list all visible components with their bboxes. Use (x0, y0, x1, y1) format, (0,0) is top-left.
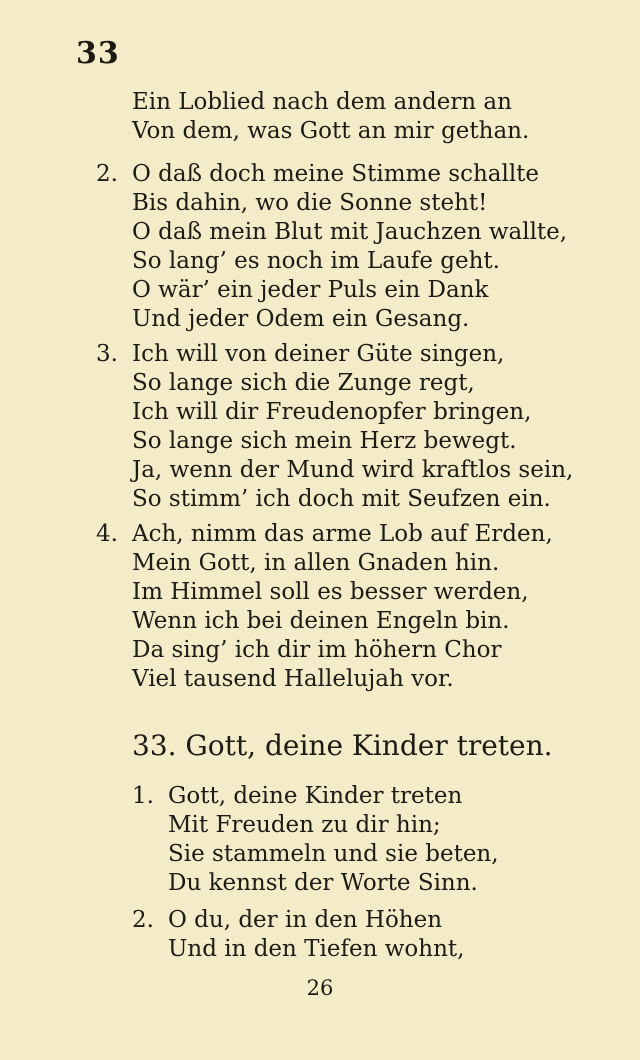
stanza-number: 2. (96, 161, 118, 187)
stanza-number: 3. (96, 341, 118, 367)
verse-line: Ich will von deiner Güte singen, (132, 341, 505, 367)
stanza-number: 2. (132, 907, 154, 933)
verse-line: Im Himmel soll es besser werden, (132, 579, 529, 605)
verse-line: Ach, nimm das arme Lob auf Erden, (132, 521, 553, 547)
verse-line: Von dem, was Gott an mir gethan. (132, 118, 530, 144)
verse-line: Ich will dir Freudenopfer bringen, (132, 399, 532, 425)
verse-line: O daß doch meine Stimme schallte (132, 161, 540, 187)
hymn-title: 33. Gott, deine Kinder treten. (132, 729, 553, 762)
stanza-number: 4. (96, 521, 118, 547)
verse-line: O du, der in den Höhen (168, 907, 443, 933)
verse-line: Ja, wenn der Mund wird kraftlos sein, (132, 457, 574, 483)
verse-line: Mit Freuden zu dir hin; (168, 812, 441, 838)
verse-line: Bis dahin, wo die Sonne steht! (132, 190, 488, 216)
running-head-number: 33 (76, 36, 120, 71)
verse-line: Gott, deine Kinder treten (168, 783, 463, 809)
verse-line: O wär’ ein jeder Puls ein Dank (132, 277, 489, 303)
verse-line: Viel tausend Hallelujah vor. (132, 666, 454, 692)
page-number: 26 (306, 976, 334, 1000)
verse-line: Ein Loblied nach dem andern an (132, 89, 512, 115)
verse-line: So lange sich mein Herz bewegt. (132, 428, 517, 454)
verse-line: Du kennst der Worte Sinn. (168, 870, 478, 896)
verse-line: Mein Gott, in allen Gnaden hin. (132, 550, 500, 576)
verse-line: Und in den Tiefen wohnt, (168, 936, 465, 962)
verse-line: Und jeder Odem ein Gesang. (132, 306, 470, 332)
verse-line: Sie stammeln und sie beten, (168, 841, 499, 867)
verse-line: So lang’ es noch im Laufe geht. (132, 248, 500, 274)
verse-line: So stimm’ ich doch mit Seufzen ein. (132, 486, 551, 512)
verse-line: So lange sich die Zunge regt, (132, 370, 475, 396)
stanza-number: 1. (132, 783, 154, 809)
verse-line: Wenn ich bei deinen Engeln bin. (132, 608, 510, 634)
continuation-lines (132, 88, 529, 146)
verse-line: Da sing’ ich dir im höhern Chor (132, 637, 502, 663)
verse-line: O daß mein Blut mit Jauchzen wallte, (132, 219, 568, 245)
